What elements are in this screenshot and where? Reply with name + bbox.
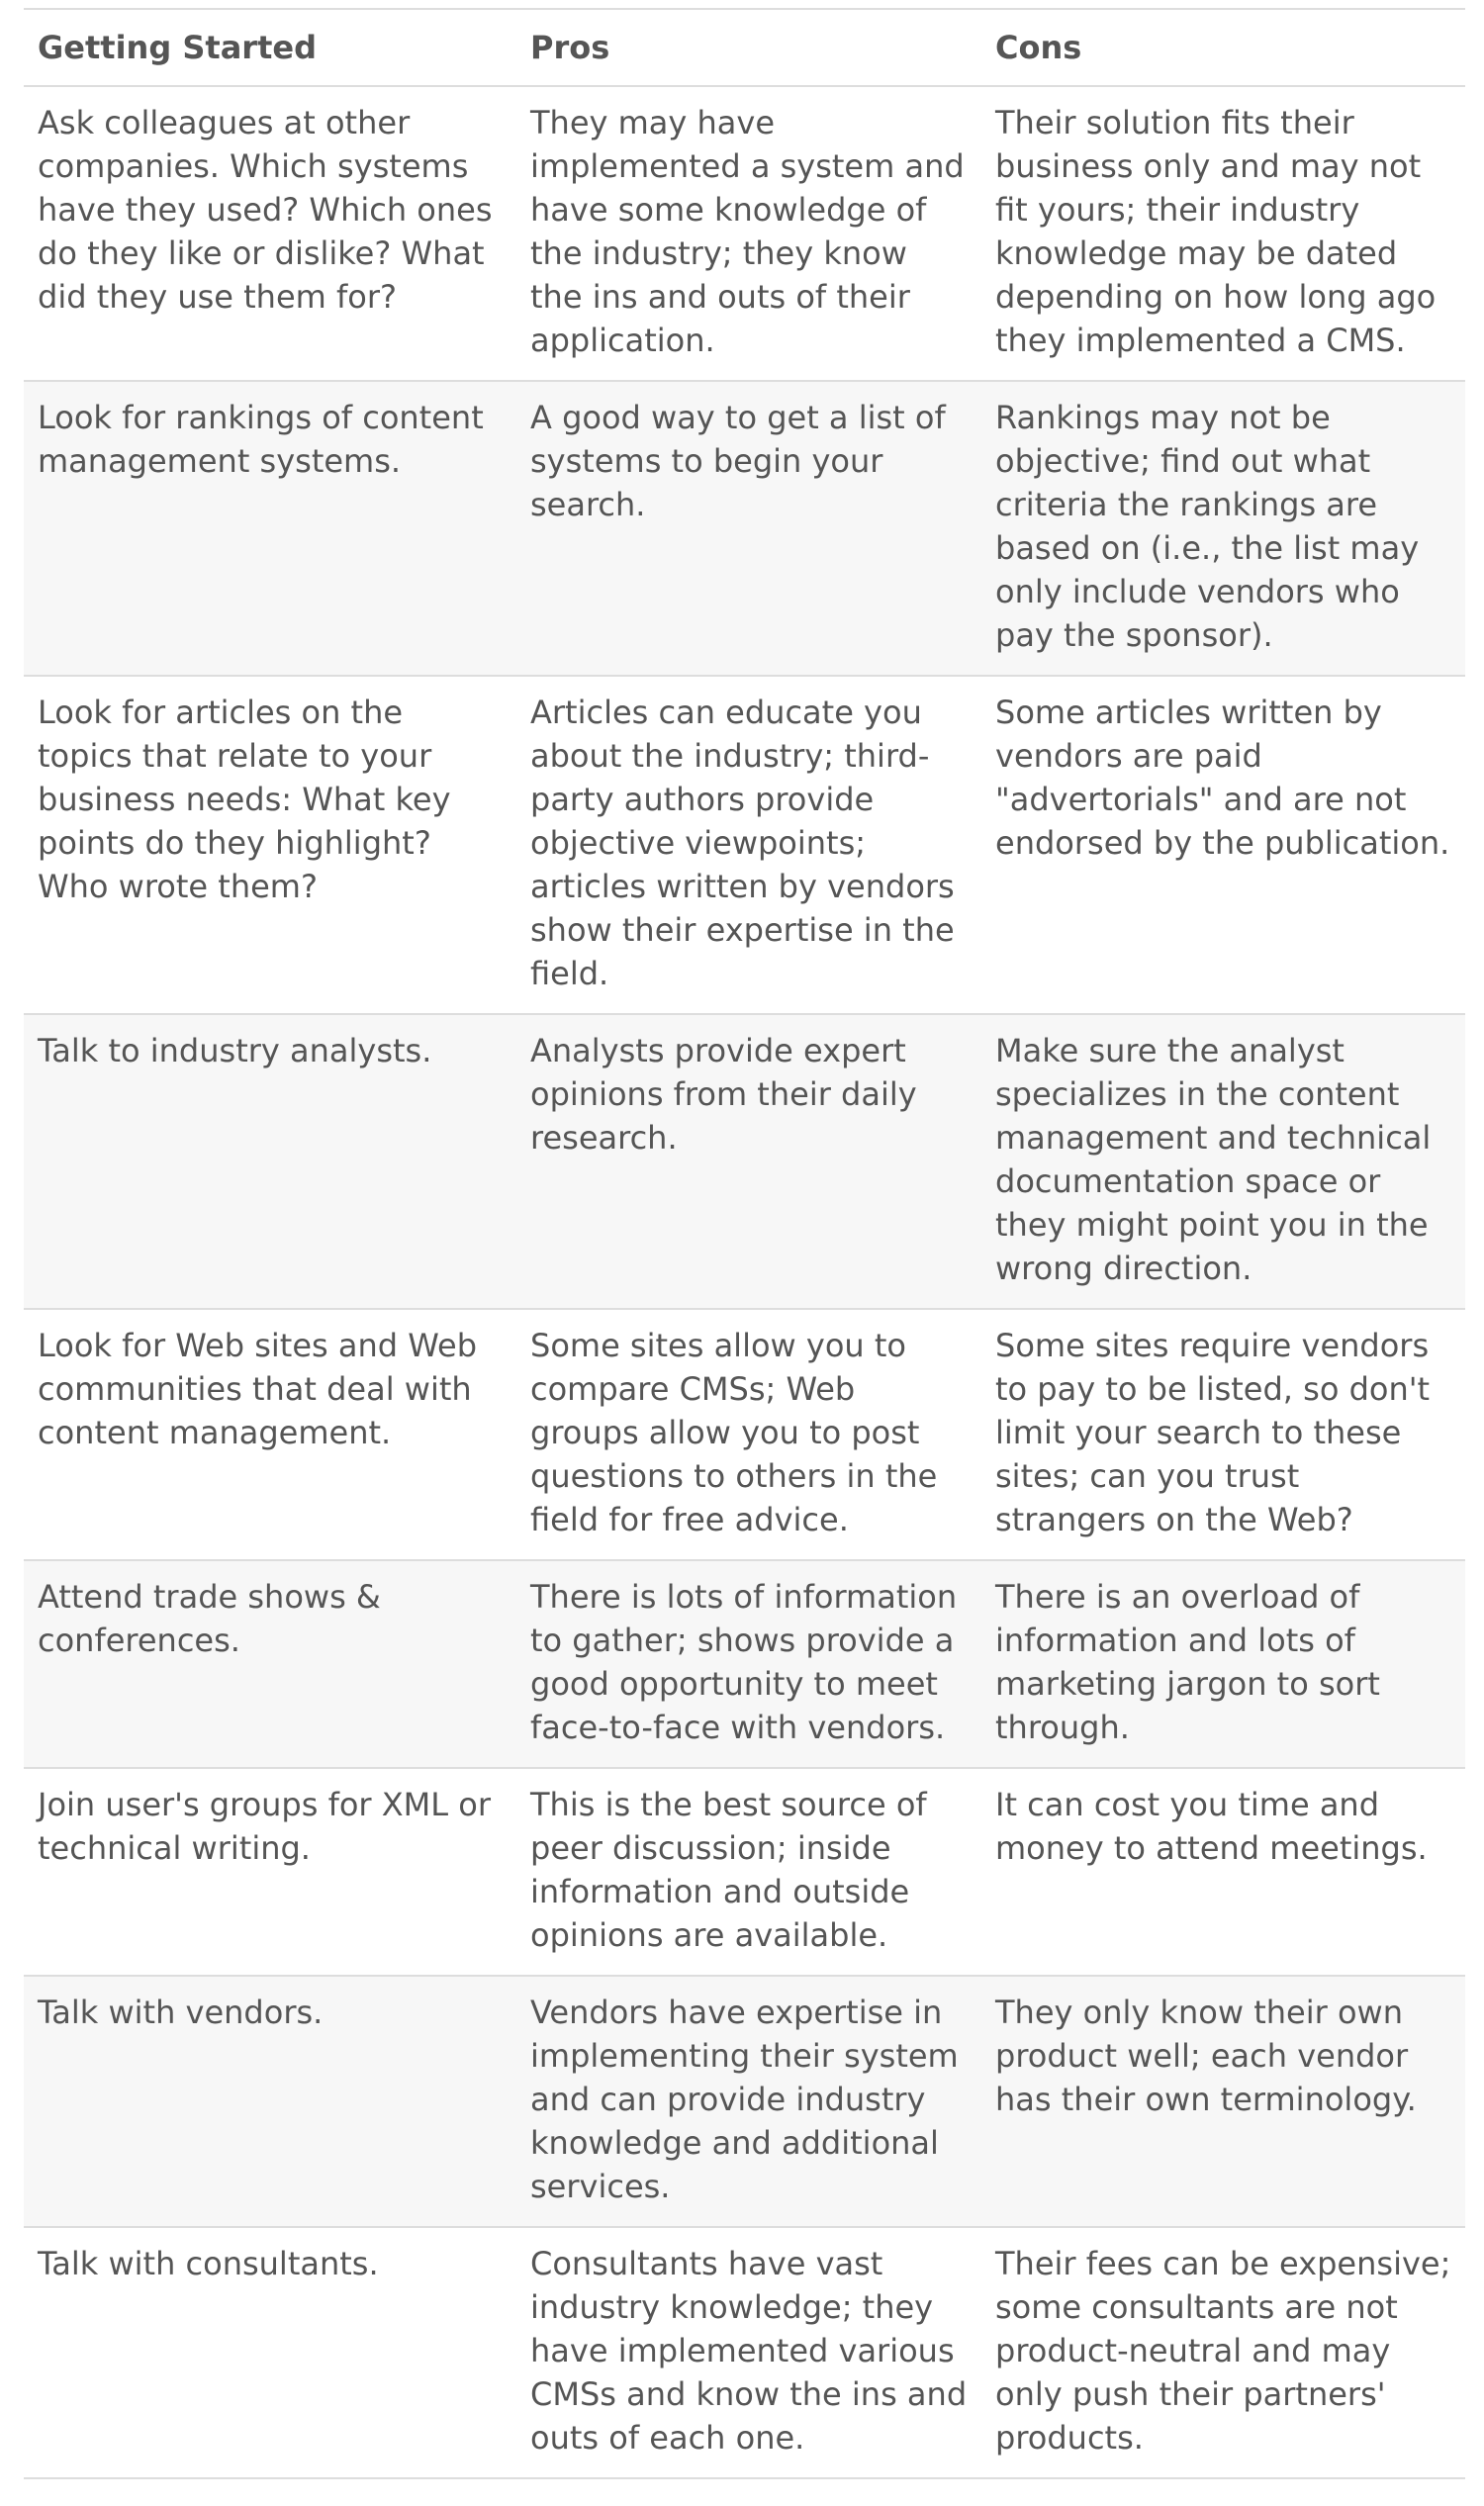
table-row <box>24 86 1465 381</box>
cell-pros: Analysts provide expert opinions from their daily research. <box>530 1032 917 1157</box>
table-row <box>24 381 1465 676</box>
cell-cons: Rankings may not be objective; find out what criteria the rankings are based on (i.e., the list may only include vendors who pay the sponsor). <box>995 399 1420 654</box>
cell-getting-started: Talk with vendors. <box>38 1994 324 2031</box>
table-row <box>24 1976 1465 2227</box>
cell-cons: Their solution fits their business only and may not fit yours; their industry knowledge may be dated depending on how long ago they implemented a CMS. <box>995 104 1437 359</box>
table-row <box>24 1560 1465 1768</box>
comparison-table <box>24 8 1465 2479</box>
cell-pros: Articles can educate you about the industry; third-party authors provide objective viewpoints; articles written by vendors show their expertise in the field. <box>530 694 955 992</box>
cell-cons: Their fees can be expensive; some consultants are not product-neutral and may only push their partners' products. <box>995 2245 1451 2457</box>
cell-getting-started: Talk with consultants. <box>38 2245 379 2282</box>
table-row <box>24 1768 1465 1976</box>
cell-pros: Consultants have vast industry knowledge; they have implemented various CMSs and know the ins and outs of each one. <box>530 2245 968 2457</box>
table-row <box>24 2227 1465 2478</box>
table-header-row <box>24 9 1465 86</box>
cell-getting-started: Ask colleagues at other companies. Which systems have they used? Which ones do they like or dislike? What did they use them for? <box>38 104 493 316</box>
cell-pros: There is lots of information to gather; shows provide a good opportunity to meet face-to-face with vendors. <box>530 1578 958 1746</box>
cell-getting-started: Talk to industry analysts. <box>38 1032 432 1069</box>
header-pros: Pros <box>530 29 610 66</box>
cell-cons: They only know their own product well; each vendor has their own terminology. <box>995 1994 1417 2118</box>
cell-pros: This is the best source of peer discussion; inside information and outside opinions are available. <box>530 1786 927 1954</box>
comparison-table-container <box>24 8 1465 2479</box>
cell-pros: A good way to get a list of systems to begin your search. <box>530 399 946 523</box>
table-body <box>24 86 1465 2478</box>
cell-getting-started: Look for rankings of content management systems. <box>38 399 484 480</box>
cell-getting-started: Look for Web sites and Web communities that deal with content management. <box>38 1327 478 1451</box>
table-row <box>24 676 1465 1014</box>
header-getting-started: Getting Started <box>38 29 317 66</box>
cell-getting-started: Join user's groups for XML or technical writing. <box>38 1786 492 1867</box>
cell-cons: Some sites require vendors to pay to be listed, so don't limit your search to these sites; can you trust strangers on the Web? <box>995 1327 1431 1538</box>
cell-pros: Some sites allow you to compare CMSs; Web groups allow you to post questions to others in the field for free advice. <box>530 1327 938 1538</box>
cell-cons: It can cost you time and money to attend meetings. <box>995 1786 1428 1867</box>
cell-cons: There is an overload of information and lots of marketing jargon to sort through. <box>995 1578 1380 1746</box>
table-header <box>24 9 1465 86</box>
header-cons: Cons <box>995 29 1082 66</box>
cell-pros: Vendors have expertise in implementing their system and can provide industry knowledge and additional services. <box>530 1994 959 2205</box>
cell-getting-started: Attend trade shows & conferences. <box>38 1578 381 1659</box>
cell-getting-started: Look for articles on the topics that relate to your business needs: What key points do they highlight? Who wrote them? <box>38 694 451 905</box>
cell-pros: They may have implemented a system and have some knowledge of the industry; they know the ins and outs of their application. <box>530 104 965 359</box>
table-row <box>24 1014 1465 1309</box>
cell-cons: Make sure the analyst specializes in the content management and technical documentation space or they might point you in the wrong direction. <box>995 1032 1432 1287</box>
cell-cons: Some articles written by vendors are paid "advertorials" and are not endorsed by the publication. <box>995 694 1450 862</box>
table-row <box>24 1309 1465 1560</box>
